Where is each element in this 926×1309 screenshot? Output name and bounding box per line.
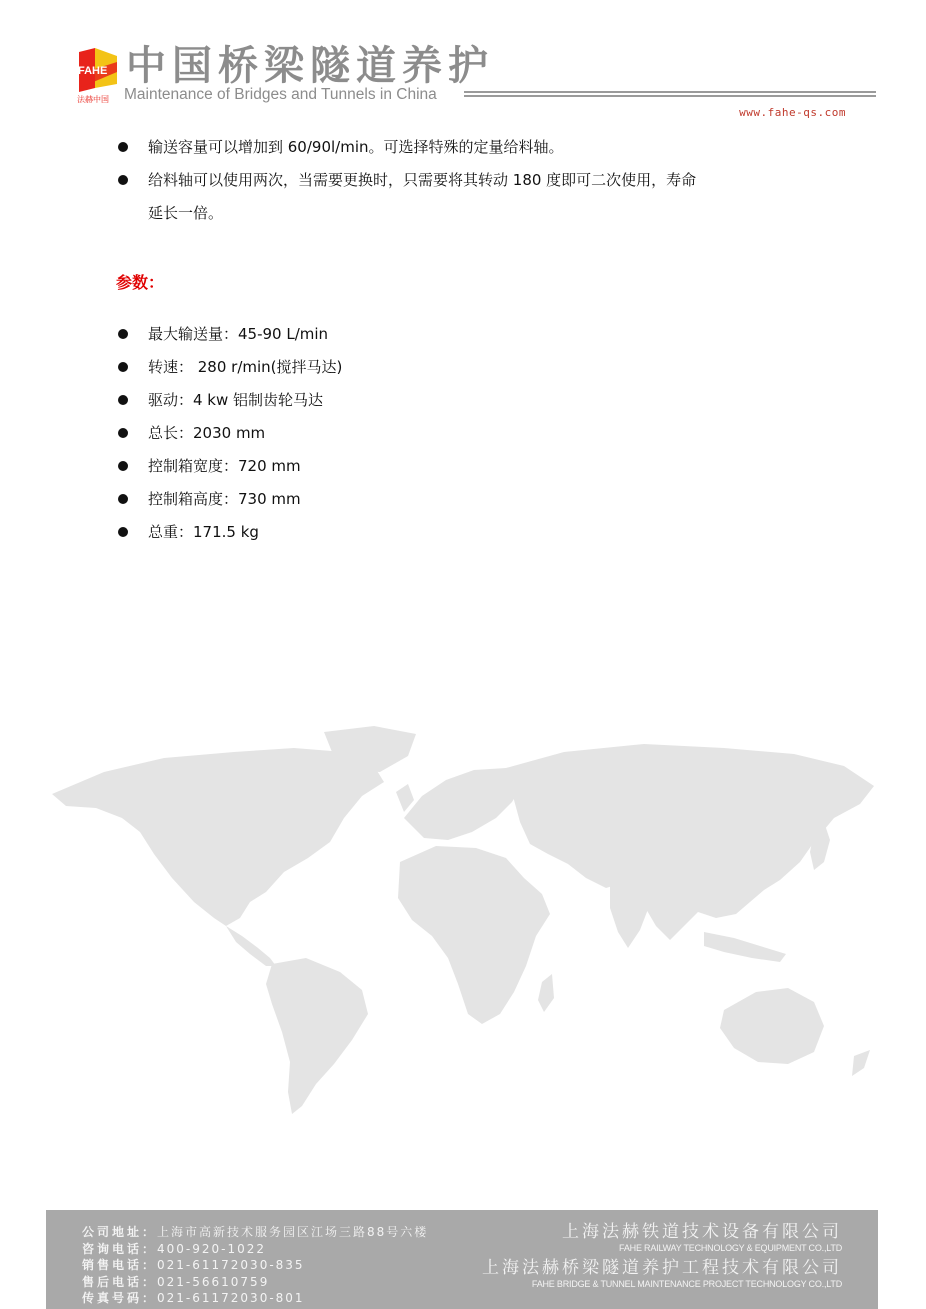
list-item — [116, 483, 836, 516]
list-item — [116, 164, 836, 230]
list-item — [116, 131, 836, 164]
bullet-icon — [118, 461, 128, 471]
params-heading: 参数： — [116, 273, 165, 292]
contact-key: 咨询电话： — [82, 1241, 158, 1256]
feature-text-continued: 延长一倍。 — [148, 204, 224, 222]
param-text: 驱动：4 kw 铝制齿轮马达 — [148, 391, 324, 409]
contact-row — [82, 1241, 428, 1258]
bullet-icon — [118, 142, 128, 152]
contact-value: 021-56610759 — [157, 1274, 270, 1289]
bullet-icon — [118, 527, 128, 537]
bullet-icon — [118, 329, 128, 339]
bullet-icon — [118, 395, 128, 405]
contact-row — [82, 1290, 428, 1307]
contact-key: 售后电话： — [82, 1274, 158, 1289]
param-text: 最大输送量：45-90 L/min — [148, 325, 329, 343]
list-item — [116, 516, 836, 549]
world-map-watermark — [44, 722, 880, 1122]
contact-value: 021-61172030-835 — [157, 1258, 305, 1272]
param-text: 控制箱宽度：720 mm — [148, 457, 301, 475]
contact-row — [82, 1257, 428, 1274]
company1-name-en: FAHE RAILWAY TECHNOLOGY & EQUIPMENT CO.,LTD — [619, 1243, 842, 1253]
svg-text:FAHE: FAHE — [78, 65, 108, 77]
feature-text: 给料轴可以使用两次，当需要更换时，只需要将其转动 180 度即可二次使用，寿命 — [148, 171, 697, 189]
header-title-cn: 中国桥梁隧道养护 — [126, 43, 494, 89]
list-item — [116, 450, 836, 483]
list-item — [116, 351, 836, 384]
param-text: 转速： 280 r/min(搅拌马达) — [148, 358, 343, 376]
header-title-en: Maintenance of Bridges and Tunnels in China — [124, 86, 437, 103]
contact-key: 公司地址： — [82, 1225, 158, 1239]
feature-text: 输送容量可以增加到 60/90l/min。可选择特殊的定量给料轴。 — [148, 138, 564, 156]
contact-key: 传真号码： — [82, 1291, 158, 1305]
contact-key: 销售电话： — [82, 1258, 158, 1272]
contact-value: 上海市高新技术服务园区江场三路88号六楼 — [157, 1225, 429, 1239]
footer-contacts — [82, 1224, 428, 1307]
list-item — [116, 384, 836, 417]
contact-row — [82, 1274, 428, 1291]
param-text: 总长：2030 mm — [148, 424, 266, 442]
feature-list — [116, 131, 836, 230]
param-text: 控制箱高度：730 mm — [148, 490, 301, 508]
list-item — [116, 417, 836, 450]
list-item — [116, 318, 836, 351]
svg-text:法赫中国: 法赫中国 — [77, 95, 109, 104]
header-url: www.fahe-qs.com — [739, 106, 846, 119]
contact-row — [82, 1224, 428, 1241]
param-text: 总重：171.5 kg — [148, 523, 259, 541]
footer — [46, 1210, 878, 1309]
contact-value: 400-920-1022 — [157, 1241, 267, 1256]
bullet-icon — [118, 428, 128, 438]
bullet-icon — [118, 175, 128, 185]
contact-value: 021-61172030-801 — [157, 1291, 305, 1305]
header-rule — [464, 91, 876, 99]
company2-name-en: FAHE BRIDGE & TUNNEL MAINTENANCE PROJECT TECHNOLOGY CO.,LTD — [531, 1279, 842, 1289]
bullet-icon — [118, 494, 128, 504]
fahe-logo — [77, 44, 119, 106]
company1-name-cn: 上海法赫铁道技术设备有限公司 — [562, 1222, 842, 1242]
bullet-icon — [118, 362, 128, 372]
company2-name-cn: 上海法赫桥梁隧道养护工程技术有限公司 — [482, 1258, 842, 1278]
footer-companies — [482, 1222, 842, 1294]
params-list — [116, 318, 836, 549]
